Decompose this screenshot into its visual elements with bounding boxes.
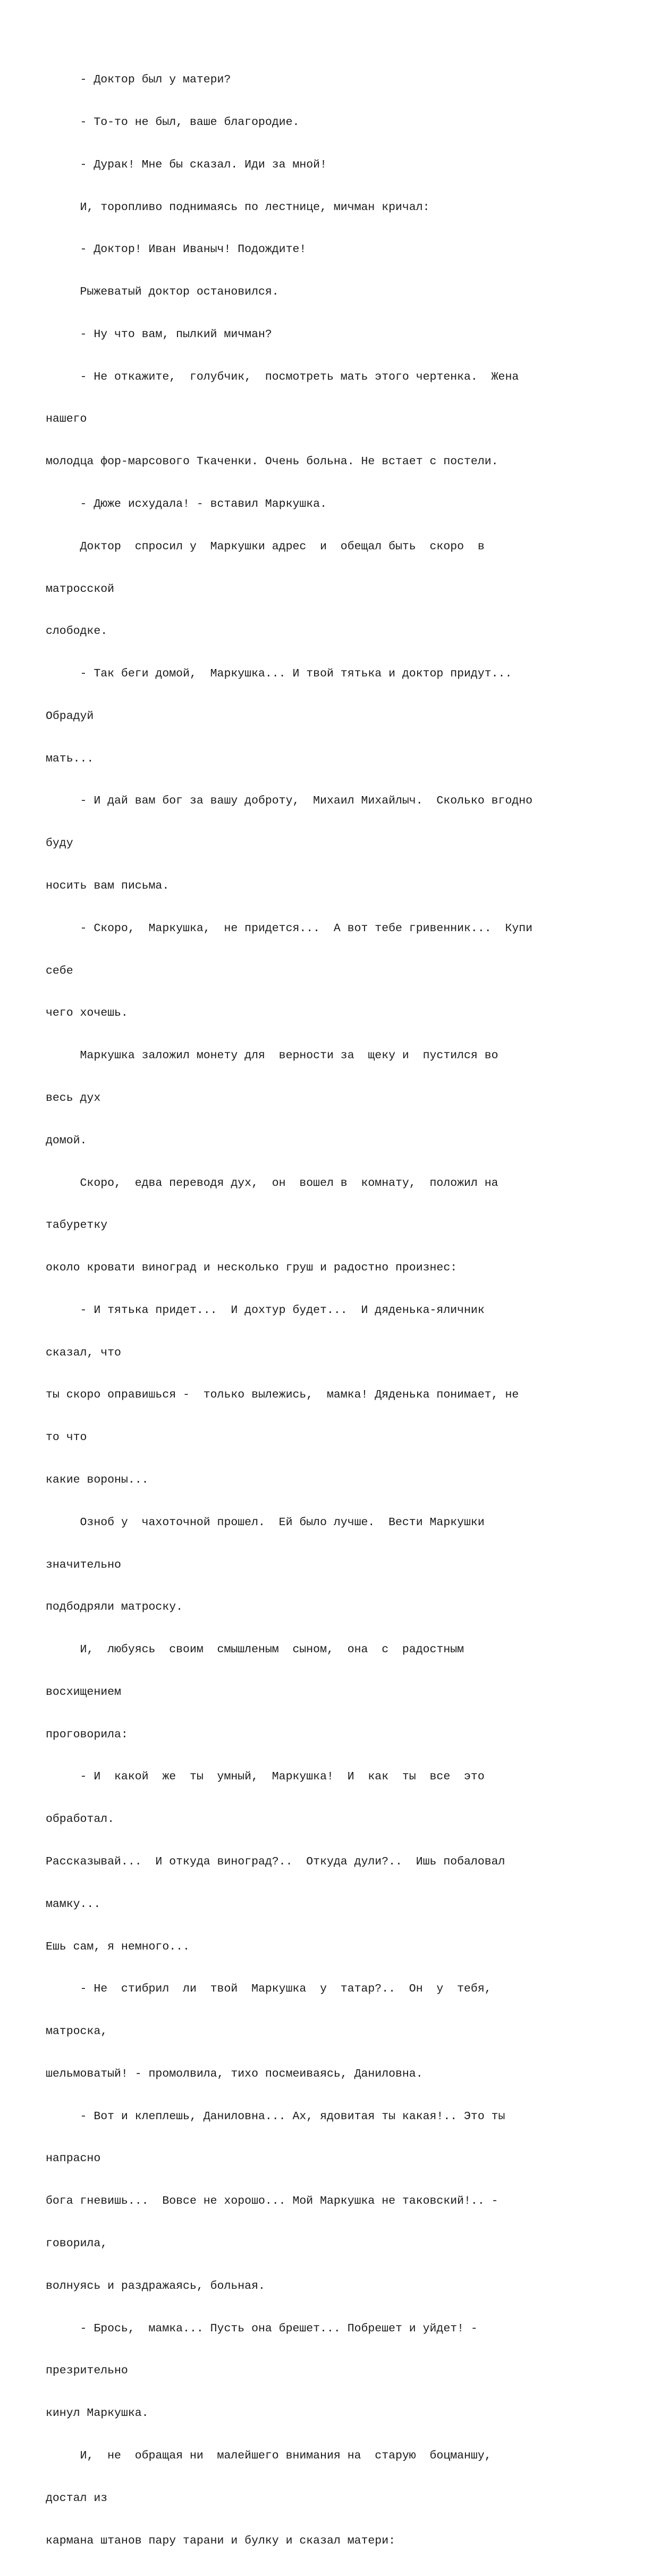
text-line: презрительно xyxy=(46,2364,128,2378)
text-line: шельмоватый! - промолвила, тихо посмеиваясь, Даниловна. xyxy=(46,2067,423,2080)
text-line: - Скоро, Маркушка, не придется... А вот тебе гривенник... Купи xyxy=(46,922,533,935)
text-line: достал из xyxy=(46,2491,108,2505)
text-line: нашего xyxy=(46,413,87,426)
text-line: - Дурак! Мне бы сказал. Иди за мной! xyxy=(46,158,327,171)
text-line: Скоро, едва переводя дух, он вошел в комнату, положил на xyxy=(46,1176,498,1190)
document-text xyxy=(46,45,641,2576)
text-line: мать... xyxy=(46,752,94,765)
text-line: - Так беги домой, Маркушка... И твой тятька и доктор придут... xyxy=(46,667,512,681)
text-line: - Брось, мамка... Пусть она брешет... Побрешет и уйдет! - xyxy=(46,2322,478,2335)
text-line: восхищением xyxy=(46,1685,121,1699)
text-line: слободке. xyxy=(46,625,108,638)
text-line: - Не откажите, голубчик, посмотреть мать этого чертенка. Жена xyxy=(46,370,519,383)
text-line: матроска, xyxy=(46,2025,108,2038)
text-line: - Доктор! Иван Иваныч! Подождите! xyxy=(46,243,307,256)
text-line: - Вот и клеплешь, Даниловна... Ах, ядовитая ты какая!.. Это ты xyxy=(46,2110,505,2123)
text-line: домой. xyxy=(46,1134,87,1147)
text-line: проговорила: xyxy=(46,1728,128,1741)
text-line: значительно xyxy=(46,1558,121,1571)
text-line: весь дух xyxy=(46,1091,101,1105)
text-line: табуретку xyxy=(46,1219,108,1232)
text-line: Ешь сам, я немного... xyxy=(46,1940,190,1953)
text-line: - То-то не был, ваше благородие. xyxy=(46,115,300,129)
text-line: - И какой же ты умный, Маркушка! И как ты все это xyxy=(46,1770,485,1784)
text-line: кармана штанов пару тарани и булку и сказал матери: xyxy=(46,2534,396,2547)
text-line: Рассказывай... И откуда виноград?.. Откуда дули?.. Ишь побаловал xyxy=(46,1855,505,1868)
text-line: - Дюже исхудала! - вставил Маркушка. xyxy=(46,498,327,511)
text-line: сказал, что xyxy=(46,1346,121,1359)
text-line: волнуясь и раздражаясь, больная. xyxy=(46,2279,265,2293)
text-line: бога гневишь... Вовсе не хорошо... Мой Маркушка не таковский!.. - xyxy=(46,2195,498,2208)
text-line: молодца фор-марсового Ткаченки. Очень больна. Не встает с постели. xyxy=(46,455,498,469)
text-line: говорила, xyxy=(46,2237,108,2251)
text-line: чего хочешь. xyxy=(46,1007,128,1020)
text-line: себе xyxy=(46,964,73,977)
text-line: - Не стибрил ли твой Маркушка у татар?.. Он у тебя, xyxy=(46,1983,492,1996)
text-line: Маркушка заложил монету для верности за щеку и пустился во xyxy=(46,1049,498,1063)
text-line: то что xyxy=(46,1431,87,1444)
text-line: обработал. xyxy=(46,1813,115,1826)
text-line: напрасно xyxy=(46,2152,101,2165)
text-line: - Доктор был у матери? xyxy=(46,73,231,87)
text-line: И, любуясь своим смышленым сыном, она с радостным xyxy=(46,1643,464,1657)
text-line: И, торопливо поднимаясь по лестнице, мичман кричал: xyxy=(46,200,430,214)
text-line: мамку... xyxy=(46,1897,101,1911)
text-line: матросской xyxy=(46,582,115,596)
text-line: какие вороны... xyxy=(46,1473,149,1486)
text-line: Озноб у чахоточной прошел. Ей было лучше. Вести Маркушки xyxy=(46,1516,485,1529)
text-line: ты скоро оправишься - только вылежись, мамка! Дяденька понимает, не xyxy=(46,1389,519,1402)
text-line: - И дай вам бог за вашу доброту, Михаил Михайлыч. Сколько вгодно xyxy=(46,794,533,808)
text-line: Рыжеватый доктор остановился. xyxy=(46,286,279,299)
text-line: - И тятька придет... И дохтур будет... И дяденька-яличник xyxy=(46,1303,485,1317)
text-line: кинул Маркушка. xyxy=(46,2407,149,2420)
text-line: Обрадуй xyxy=(46,709,94,723)
text-line: буду xyxy=(46,837,73,850)
text-line: около кровати виноград и несколько груш и радостно произнес: xyxy=(46,1261,458,1275)
text-line: И, не обращая ни малейшего внимания на старую боцманшу, xyxy=(46,2449,492,2462)
text-line: - Ну что вам, пылкий мичман? xyxy=(46,328,272,341)
text-line: носить вам письма. xyxy=(46,880,170,893)
text-line: подбодряли матроску. xyxy=(46,1601,183,1614)
text-line: Доктор спросил у Маркушки адрес и обещал быть скоро в xyxy=(46,540,485,553)
